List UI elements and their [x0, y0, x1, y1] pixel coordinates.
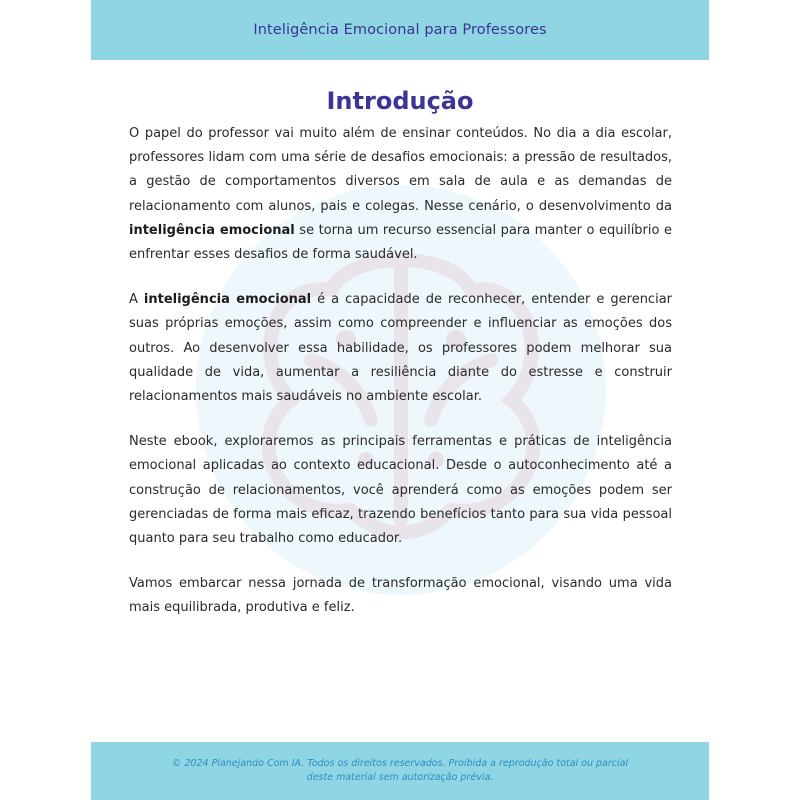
- page-header: [91, 0, 709, 60]
- paragraph-2-text-end: é a capacidade de reconhecer, entender e gerenciar suas próprias emoções, assim como compreender e influenciar as emoções dos outros. Ao desenvolver essa habilidade, os professores podem melhorar sua qualidade de vida, aumentar a resiliência diante do estresse e construir relacionamentos mais saudáveis no ambiente escolar.: [129, 292, 673, 405]
- page-title: Introdução: [326, 87, 474, 115]
- paragraph-3: Neste ebook, exploraremos as principais ferramentas e práticas de inteligência emocional aplicadas ao contexto educacional. Desde o autoconhecimento até a construção de relacionamentos, você aprenderá como as emoções podem ser gerenciadas de forma mais eficaz, trazendo benefícios tanto para sua vida pessoal quanto para seu trabalho como educador.: [129, 434, 672, 547]
- highlight-term: inteligência emocional: [143, 292, 312, 308]
- copyright-line-2: deste material sem autorização prévia.: [306, 772, 494, 783]
- document-page: [91, 0, 709, 800]
- copyright-line-1: © 2024 Planejando Com IA. Todos os direitos reservados. Proibida a reprodução total ou parcial: [171, 758, 629, 769]
- header-title: Inteligência Emocional para Professores: [253, 22, 547, 38]
- paragraph-1-text-end: se torna um recurso essencial para manter o equilíbrio e enfrentar esses desafios de forma saudável.: [129, 222, 672, 263]
- paragraph-1: [129, 122, 672, 267]
- paragraph-4: Vamos embarcar nessa jornada de transformação emocional, visando uma vida mais equilibrada, produtiva e feliz.: [129, 576, 672, 616]
- body-text: [129, 122, 672, 642]
- paragraph-2-text: A: [129, 292, 144, 308]
- paragraph-1-text: O papel do professor vai muito além de ensinar conteúdos. No dia a dia escolar, professores lidam com uma série de desafios emocionais: a pressão de resultados, a gestão de comportamentos diversos em sala de aula e as demandas de relacionamento com alunos, pais e colegas. Nesse cenário, o desenvolvimento da: [129, 126, 672, 214]
- highlight-term: inteligência emocional: [129, 222, 295, 238]
- paragraph-2: [129, 288, 672, 409]
- page-footer: [91, 742, 709, 800]
